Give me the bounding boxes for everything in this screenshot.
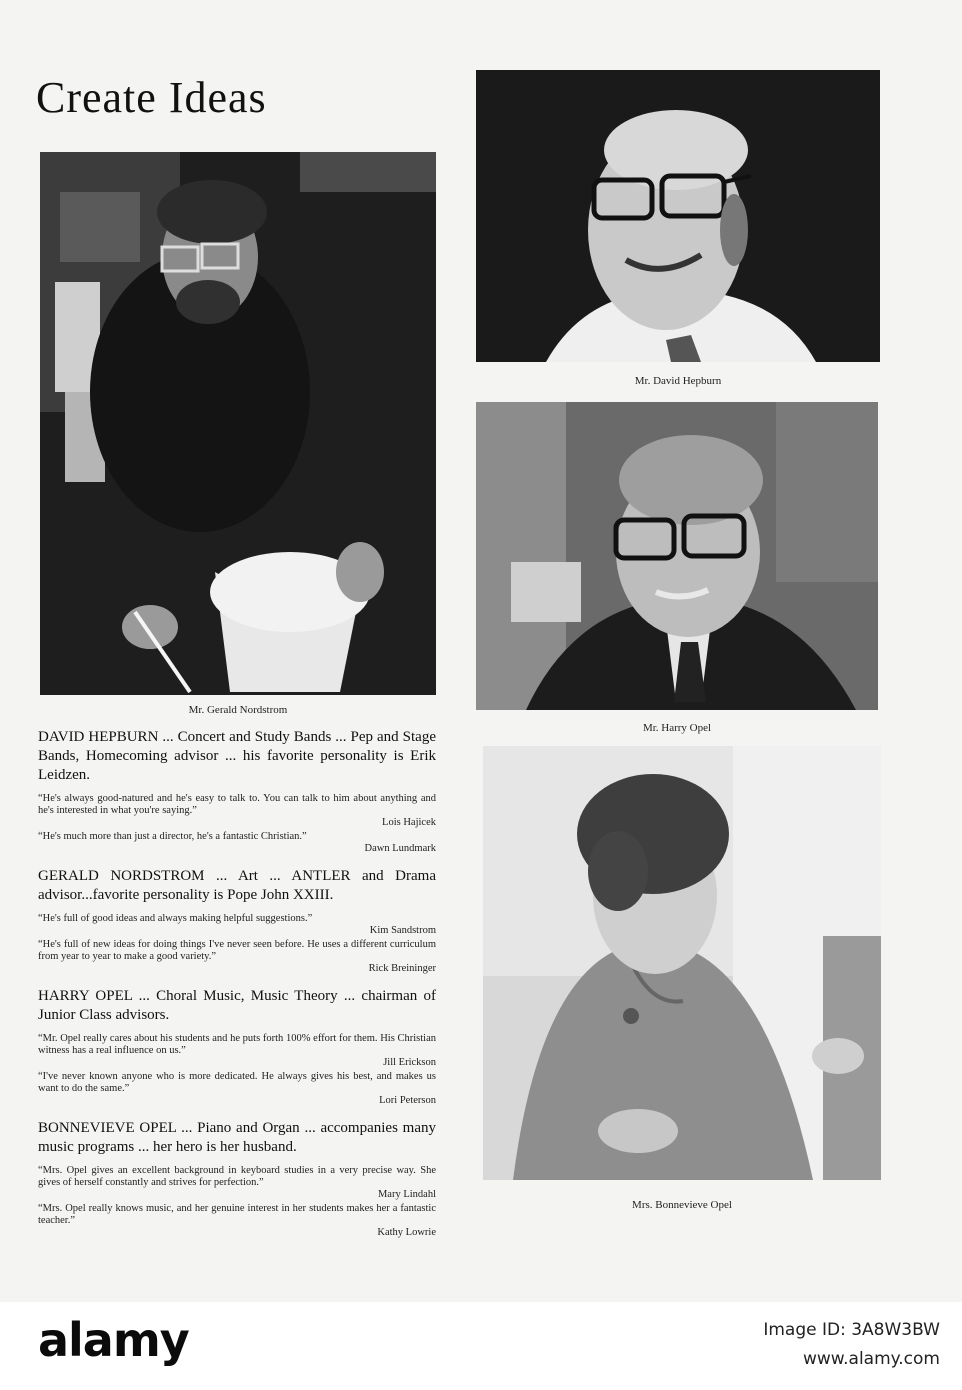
bio-column [38, 728, 436, 1251]
page-title: Create Ideas [36, 73, 267, 122]
photo-david-hepburn [476, 70, 880, 362]
quote-author: Lori Peterson [379, 1095, 436, 1106]
caption-david-hepburn: Mr. David Hepburn [634, 375, 722, 387]
quote-text: “I've never known anyone who is more dedicated. He always gives his best, and makes us want to do the same.” [38, 1071, 436, 1094]
quote-author: Rick Breininger [368, 963, 436, 974]
alamy-logo: alamy [38, 1313, 189, 1367]
entry-bonnevieve-opel [38, 1119, 436, 1239]
quote-author: Jill Erickson [383, 1057, 436, 1068]
quote-text: “He's full of good ideas and always making helpful suggestions.” [38, 913, 313, 924]
quote-author: Kim Sandstrom [369, 925, 436, 936]
entry-heading: DAVID HEPBURN ... Concert and Study Bands ... Pep and Stage Bands, Homecoming advisor ... his favorite personality is Erik Leidzen. [38, 729, 436, 783]
photo-gerald-nordstrom [40, 152, 436, 695]
quote-text: “He's much more than just a director, he's a fantastic Christian.” [38, 831, 307, 842]
entry-harry-opel [38, 987, 436, 1107]
photo-harry-opel [476, 402, 878, 710]
quote-text: “He's always good-natured and he's easy to talk to. You can talk to him about anything and he's interested in what you're saying.” [38, 793, 436, 816]
caption-gerald-nordstrom: Mr. Gerald Nordstrom [188, 704, 288, 716]
quote-author: Dawn Lundmark [364, 843, 436, 854]
caption-harry-opel: Mr. Harry Opel [642, 722, 712, 734]
entry-heading: HARRY OPEL ... Choral Music, Music Theory ... chairman of Junior Class advisors. [38, 988, 436, 1023]
site-url: www.alamy.com [802, 1349, 940, 1369]
entry-david-hepburn [38, 728, 436, 855]
caption-bonnevieve-opel: Mrs. Bonnevieve Opel [632, 1199, 732, 1211]
quote-text: “Mrs. Opel gives an excellent background in keyboard studies in a very precise way. She gives of herself constantly and strives for perfection.” [38, 1165, 436, 1188]
image-id-label: Image ID: 3A8W3BW [763, 1320, 940, 1340]
quote-text: “He's full of new ideas for doing things I've never seen before. He uses a different curriculum from year to year to make a good variety.” [38, 939, 436, 962]
photo-bonnevieve-opel [483, 746, 881, 1180]
quote-author: Mary Lindahl [377, 1189, 436, 1200]
entry-gerald-nordstrom [38, 867, 436, 975]
quote-text: “Mr. Opel really cares about his students and he puts forth 100% effort for them. His Christian witness has a real influence on us.” [38, 1033, 436, 1056]
quote-text: “Mrs. Opel really knows music, and her genuine interest in her students makes her a fantastic teacher.” [38, 1203, 436, 1226]
quote-author: Kathy Lowrie [377, 1227, 436, 1238]
entry-heading: GERALD NORDSTROM ... Art ... ANTLER and Drama advisor...favorite personality is Pope John XXIII. [38, 868, 436, 903]
entry-heading: BONNEVIEVE OPEL ... Piano and Organ ... accompanies many music programs ... her hero is her husband. [38, 1120, 436, 1155]
quote-author: Lois Hajicek [382, 817, 436, 828]
